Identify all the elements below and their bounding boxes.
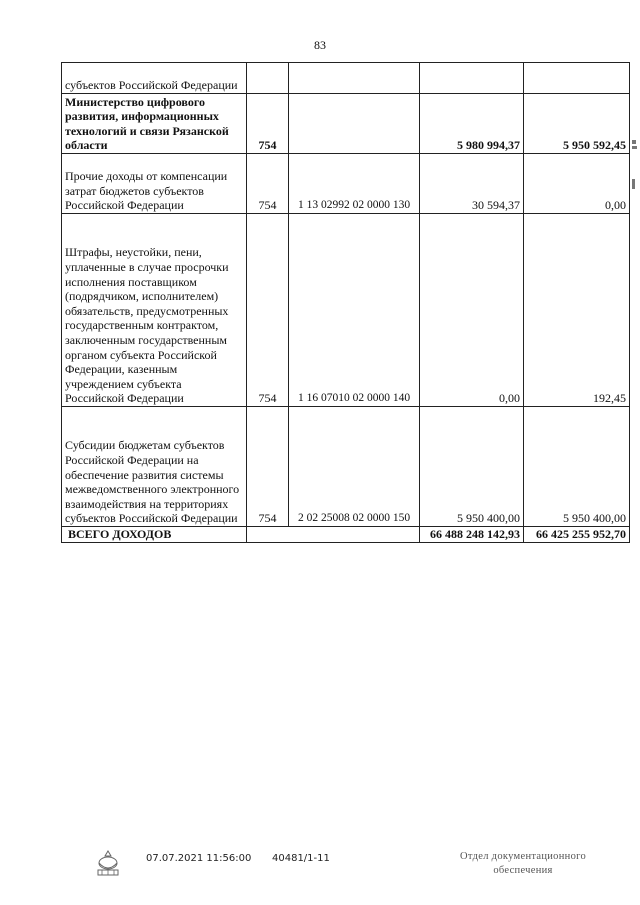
page-number: 83 — [314, 38, 326, 52]
row-value-1: 30 594,37 — [420, 154, 524, 214]
row-name: Прочие доходы от компенсации затрат бюджетов субъектов Российской Федерации — [62, 154, 247, 214]
total-row — [62, 527, 630, 543]
department-stamp — [448, 850, 598, 878]
row-budget-code — [289, 94, 420, 154]
table-row — [62, 407, 630, 527]
total-label: ВСЕГО ДОХОДОВ — [62, 527, 247, 543]
row-admin-code: 754 — [247, 407, 289, 527]
row-name: Министерство цифрового развития, информационных технологий и связи Рязанской области — [62, 94, 247, 154]
row-value-2 — [524, 63, 630, 94]
row-value-1 — [420, 63, 524, 94]
row-value-2: 0,00 — [524, 154, 630, 214]
total-value-2: 66 425 255 952,70 — [524, 527, 630, 543]
row-value-2: 5 950 400,00 — [524, 407, 630, 527]
department-stamp-line1: Отдел документационного — [459, 851, 587, 862]
row-admin-code — [247, 63, 289, 94]
table-row — [62, 154, 630, 214]
row-value-1: 5 980 994,37 — [420, 94, 524, 154]
footer-doc-number: 40481/1-11 — [272, 853, 330, 864]
total-budget-code — [289, 527, 420, 543]
row-admin-code: 754 — [247, 214, 289, 407]
row-budget-code: 1 16 07010 02 0000 140 — [289, 214, 420, 407]
table-row — [62, 63, 630, 94]
row-value-2: 192,45 — [524, 214, 630, 407]
total-admin-code — [247, 527, 289, 543]
department-stamp-line2: обеспечения — [493, 865, 553, 876]
footer-datetime: 07.07.2021 11:56:00 — [146, 853, 252, 864]
row-value-1: 0,00 — [420, 214, 524, 407]
table-row — [62, 94, 630, 154]
row-budget-code: 1 13 02992 02 0000 130 — [289, 154, 420, 214]
row-name: субъектов Российской Федерации — [62, 63, 247, 94]
emblem-icon — [93, 848, 123, 878]
row-value-1: 5 950 400,00 — [420, 407, 524, 527]
row-budget-code — [289, 63, 420, 94]
total-value-1: 66 488 248 142,93 — [420, 527, 524, 543]
scan-edge-marks — [632, 140, 638, 191]
table-row — [62, 214, 630, 407]
row-name: Штрафы, неустойки, пени, уплаченные в случае просрочки исполнения поставщиком (подрядчиком, исполнителем) обязательств, предусмотренных государственным контрактом, заключенным государственным органом субъекта Российской Федерации, казенным учреждением субъекта Российской Федерации — [62, 214, 247, 407]
row-name: Субсидии бюджетам субъектов Российской Федерации на обеспечение развития системы межведомственного электронного взаимодействия на территориях субъектов Российской Федерации — [62, 407, 247, 527]
row-budget-code: 2 02 25008 02 0000 150 — [289, 407, 420, 527]
row-value-2: 5 950 592,45 — [524, 94, 630, 154]
row-admin-code: 754 — [247, 94, 289, 154]
row-admin-code: 754 — [247, 154, 289, 214]
revenue-table — [61, 62, 630, 543]
